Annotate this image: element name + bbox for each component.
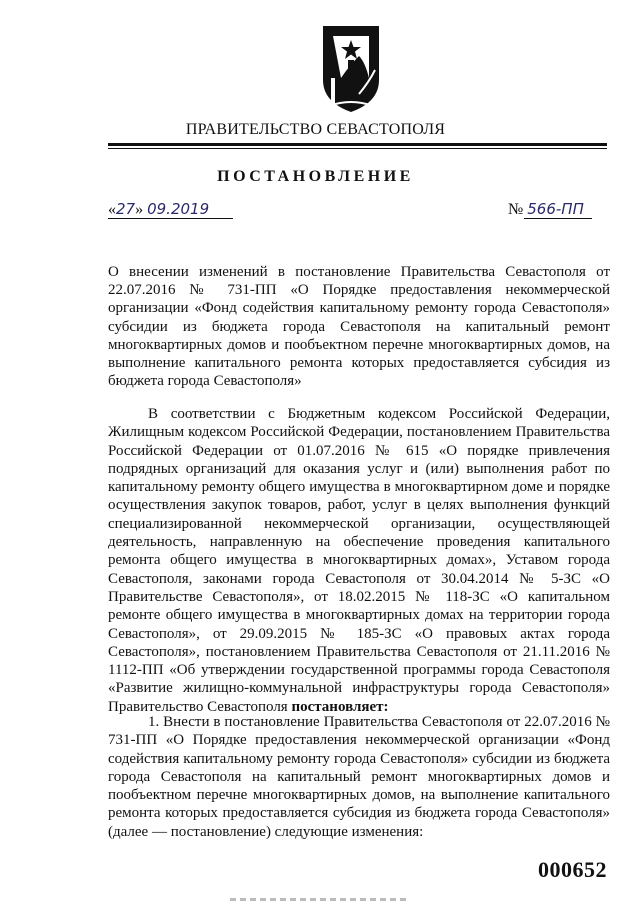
document-date xyxy=(108,200,238,219)
date-day: 27 xyxy=(116,200,136,218)
point-1-paragraph: 1. Внести в постановление Правительства Севастополя от 22.07.2016 № 731-ПП «О Порядке предоставления некоммерческой организации «Фонд содействия капитальному ремонту города Севастополя» субсидии из бюджета города Севастополя на капитальный ремонт многоквартирных домов и пообъектном перечне многоквартирных домов, на выполнение капитального ремонта которых предоставляется субсидия из бюджета города Севастополя» (далее — постановление) следующие изменения: xyxy=(108,714,610,840)
date-month-year: 09.2019 xyxy=(147,200,210,218)
number-value: 566-ПП xyxy=(527,200,584,218)
document-number xyxy=(508,200,598,219)
government-name: ПРАВИТЕЛЬСТВО СЕВАСТОПОЛЯ xyxy=(185,121,446,138)
scan-edge-mark xyxy=(230,898,410,901)
date-open-quote: « xyxy=(108,201,116,218)
decree-word: постановляет: xyxy=(291,698,389,715)
preamble-paragraph xyxy=(108,405,610,716)
document-type: ПОСТАНОВЛЕНИЕ xyxy=(217,168,414,185)
document-title: О внесении изменений в постановление Правительства Севастополя от 22.07.2016 № 731-ПП «О Порядке предоставления некоммерческой организации «Фонд содействия капитальному ремонту города Севастополя» субсидии из бюджета города Севастополя на капитальный ремонт многоквартирных домов и пообъектном перечне многоквартирных домов, на выполнение капитального ремонта которых предоставляется субсидия из бюджета города Севастополя» xyxy=(108,264,610,390)
preamble-text: В соответствии с Бюджетным кодексом Российской Федерации, Жилищным кодексом Российской Федерации, постановлением Правительства Российской Федерации от 01.07.2016 № 615 «О порядке привлечения подрядных организаций для оказания услуг и (или) выполнения работ по капитальному ремонту общего имущества в многоквартирном доме и порядке осуществления закупок товаров, работ, услуг в целях выполнения функций специализированной некоммерческой организации, осуществляющей деятельность, направленную на обеспечение проведения капитального ремонта общего имущества в многоквартирных домах», Уставом города Севастополя, законами города Севастополя от 30.04.2014 № 5-ЗС «О Правительстве Севастополя», от 18.02.2015 № 118-ЗС «О капитальном ремонте общего имущества в многоквартирных домах на территории города Севастополя», от 29.09.2015 № 185-ЗС «О правовых актах города Севастополя», постановлением Правительства Севастополя от 21.11.2016 № 1112-ПП «Об утверждении государственной программы города Севастополя «Развитие жилищно-коммунальной инфраструктуры города Севастополя» Правительство Севастополя xyxy=(108,406,610,715)
serial-number: 000652 xyxy=(538,857,607,882)
sevastopol-coat-of-arms-icon xyxy=(319,22,383,114)
number-underline xyxy=(524,218,592,219)
number-sign: № xyxy=(508,201,524,218)
date-underline xyxy=(108,218,233,219)
header-rule-thin xyxy=(108,148,607,149)
date-close-quote: » xyxy=(135,201,144,218)
header-rule-thick xyxy=(108,143,607,146)
